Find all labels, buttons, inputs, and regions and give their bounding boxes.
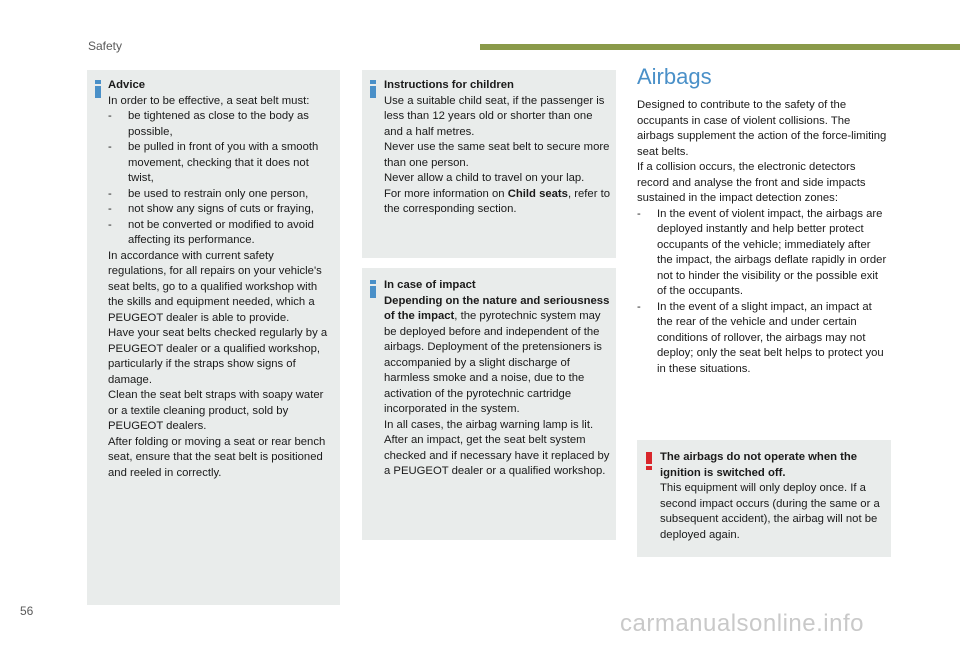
airbags-paragraph: If a collision occurs, the electronic detectors record and analyse the front and side impacts sustained in the impact detection zones: (637, 161, 866, 204)
page-title: Airbags (637, 64, 712, 89)
warning-icon (646, 452, 652, 470)
advice-intro: In order to be effective, a seat belt must: (108, 94, 310, 107)
airbags-text (637, 98, 887, 377)
list-item: - In the event of violent impact, the airbags are deployed instantly and help better protect occupants of the vehicle; immediately after the impact, the airbags deflate rapidly in order not to hinder the visibility or the possible exit of the occupants. (637, 207, 887, 297)
impact-paragraph: After an impact, get the seat belt system checked and if necessary have it replaced by a PEUGEOT dealer or a qualified workshop. (384, 434, 610, 477)
warning-text (660, 450, 886, 543)
impact-text (384, 278, 612, 480)
advice-paragraph: Clean the seat belt straps with soapy water or a textile cleaning product, sold by PEUGEOT dealers. (108, 389, 324, 432)
children-paragraph: Use a suitable child seat, if the passenger is less than 12 years old or shorter than one and a half metres. (384, 94, 605, 138)
children-paragraph: For more information on Child seats, refer to the corresponding section. (384, 187, 611, 215)
list-item: - In the event of a slight impact, an impact at the rear of the vehicle and under certain conditions of rollover, the airbags may not deploy; only the seat belt helps to protect you in these situations. (637, 300, 884, 375)
list-item: - be pulled in front of you with a smooth movement, checking that it does not twist, (108, 141, 319, 184)
section-label: Safety (88, 39, 123, 53)
children-text (384, 78, 612, 218)
header-accent-bar (480, 44, 960, 50)
warning-body: This equipment will only deploy once. If a second impact occurs (during the same or a subsequent accident), the airbag will not be deployed again. (660, 482, 880, 541)
advice-paragraph: In accordance with current safety regulations, for all repairs on your vehicle's seat belts, go to a qualified workshop with the skills and equipment needed, which a PEUGEOT dealer is able to provide. (108, 249, 322, 324)
watermark: carmanualsonline.info (620, 610, 864, 637)
list-item: - not show any signs of cuts or fraying, (108, 203, 314, 215)
children-paragraph: Never allow a child to travel on your lap. (384, 172, 585, 184)
info-icon (370, 280, 376, 298)
info-icon (95, 80, 101, 98)
impact-heading: In case of impact (384, 279, 476, 291)
impact-paragraph: In all cases, the airbag warning lamp is lit. (384, 418, 594, 431)
advice-text (108, 78, 334, 481)
advice-paragraph: After folding or moving a seat or rear bench seat, ensure that the seat belt is positioned and reeled in correctly. (108, 435, 326, 479)
info-icon (370, 80, 376, 98)
airbags-paragraph: Designed to contribute to the safety of the occupants in case of violent collisions. The airbags supplement the action of the force-limiting seat belts. (637, 99, 887, 158)
impact-paragraph: Depending on the nature and seriousness of the impact, the pyrotechnic system may be deployed before and independent of the airbags. Deployment of the pretensioners is accompanied by a slight discharge of harmless smoke and a noise, due to the activation of the pyrotechnic cartridge incorporated in the system. (384, 294, 610, 415)
list-item: - be tightened as close to the body as possible, (108, 110, 309, 138)
page-number: 56 (20, 604, 34, 618)
child-seats-reference: Child seats (507, 187, 568, 200)
list-item: - be used to restrain only one person, (108, 187, 309, 200)
advice-paragraph: Have your seat belts checked regularly by a PEUGEOT dealer or a qualified workshop, particularly if the straps show signs of damage. (108, 327, 328, 386)
children-paragraph: Never use the same seat belt to secure more than one person. (384, 141, 610, 169)
children-heading: Instructions for children (384, 79, 514, 91)
list-item: - not be converted or modified to avoid affecting its performance. (108, 218, 314, 246)
advice-heading: Advice (108, 79, 146, 91)
warning-heading: The airbags do not operate when the ignition is switched off. (660, 451, 858, 479)
